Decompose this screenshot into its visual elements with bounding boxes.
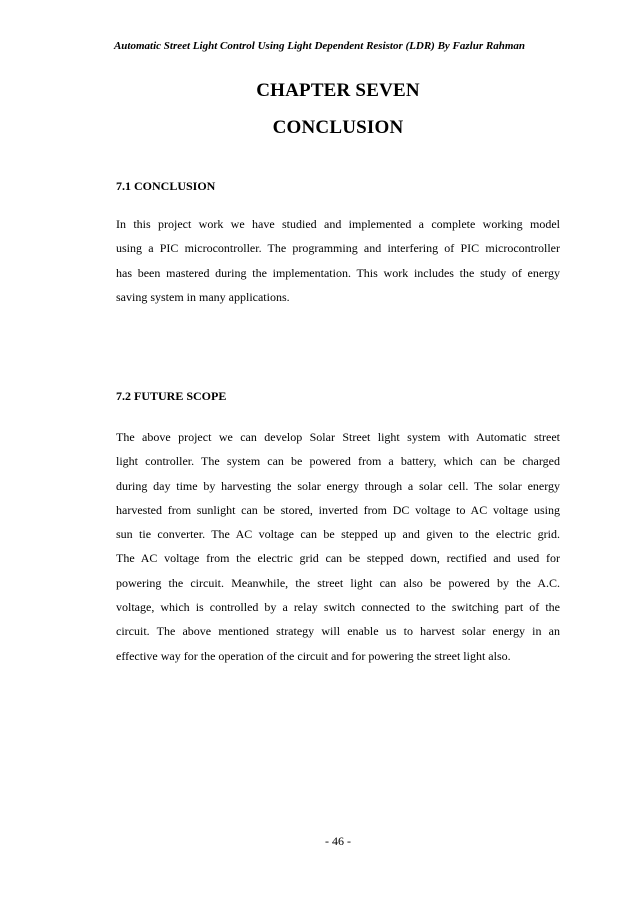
paragraph-line: The AC voltage from the electric grid can be stepped down, rectified and used for	[116, 551, 560, 566]
paragraph-line: The above project we can develop Solar Street light system with Automatic street	[116, 430, 560, 444]
running-header: Automatic Street Light Control Using Light Dependent Resistor (LDR) By Fazlur Rahman	[113, 40, 526, 52]
paragraph-line: has been mastered during the implementation. This work includes the study of energy	[116, 265, 560, 280]
section-heading-conclusion: 7.1 CONCLUSION	[116, 179, 216, 193]
paragraph-line: harvested from sunlight can be stored, inverted from DC voltage to AC voltage using	[116, 502, 560, 517]
section-heading-future-scope: 7.2 FUTURE SCOPE	[116, 389, 227, 403]
paragraph-line: In this project work we have studied and implemented a complete working model	[116, 217, 560, 231]
paragraph-line: saving system in many applications.	[116, 289, 290, 304]
paragraph-line: light controller. The system can be powered from a battery, which can be charged	[116, 454, 560, 469]
paragraph-line: powering the circuit. Meanwhile, the street light can also be powered by the A.C.	[116, 575, 560, 590]
page-number: - 46 -	[325, 834, 351, 848]
paragraph-line: sun tie converter. The AC voltage can be stepped up and given to the electric grid.	[116, 527, 560, 542]
paragraph-line: effective way for the operation of the circuit and for powering the street light also.	[116, 648, 511, 663]
future-scope-paragraph	[116, 425, 560, 668]
conclusion-paragraph	[116, 212, 560, 309]
paragraph-line: using a PIC microcontroller. The programming and interfering of PIC microcontroller	[116, 241, 560, 256]
paragraph-line: during day time by harvesting the solar energy through a solar cell. The solar energy	[116, 478, 560, 493]
paragraph-line: circuit. The above mentioned strategy will enable us to harvest solar energy in an	[116, 624, 560, 639]
paragraph-line: voltage, which is controlled by a relay switch connected to the switching part of the	[116, 600, 560, 615]
chapter-title: CHAPTER SEVEN	[256, 80, 420, 101]
chapter-subtitle: CONCLUSION	[272, 117, 404, 138]
